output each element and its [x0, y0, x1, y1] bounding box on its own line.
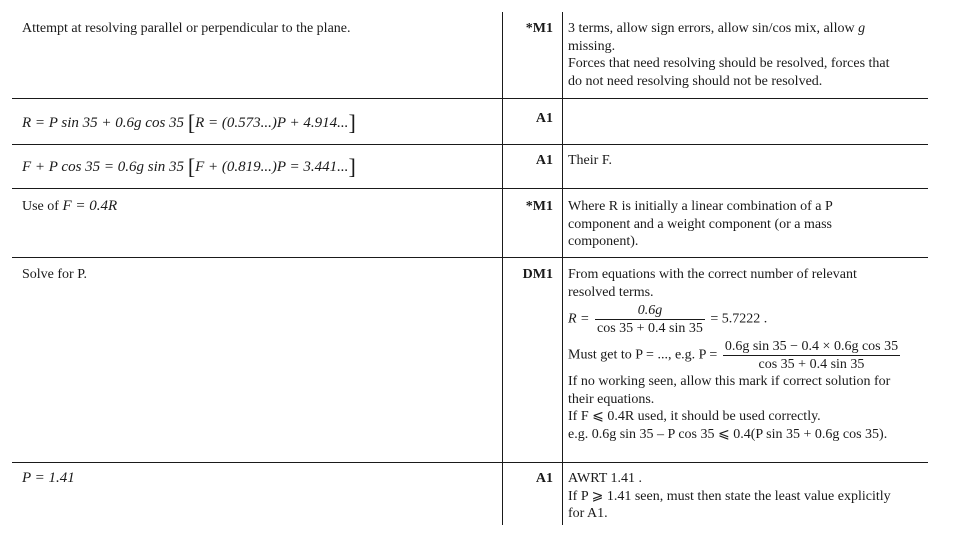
notes-line: Where R is initially a linear combination of a P: [568, 199, 833, 214]
notes-line: their equations.: [568, 391, 655, 407]
fraction: [595, 302, 705, 337]
row-divider: [12, 98, 928, 99]
formula-lhs: R =: [568, 311, 590, 327]
bracket-close: ]: [348, 110, 356, 135]
method-bracket-equation: R = (0.573...)P + 4.914...: [195, 115, 349, 131]
fraction: [723, 338, 900, 373]
notes-line: If P ⩾ 1.41 seen, must then state the least value explicitly: [568, 488, 891, 504]
mark-cell: DM1: [522, 267, 553, 282]
method-text: Solve for P.: [22, 267, 87, 282]
notes-line: 3 terms, allow sign errors, allow sin/cos mix, allow: [568, 21, 859, 36]
method-equation: F = 0.4R: [62, 198, 118, 214]
notes-line: AWRT 1.41 .: [568, 471, 642, 486]
formula-rhs: = 5.7222 .: [710, 311, 768, 327]
method-text: Attempt at resolving parallel or perpendicular to the plane.: [22, 21, 351, 36]
notes-line: resolved terms.: [568, 284, 654, 300]
method-cell: [22, 112, 492, 133]
notes-line: component).: [568, 234, 639, 249]
bracket-close: ]: [348, 154, 356, 179]
mark-cell: A1: [535, 153, 553, 168]
column-divider-mark: [562, 12, 563, 525]
notes-line: If F ⩽ 0.4R used, it should be used correctly.: [568, 409, 821, 424]
column-divider-method: [502, 12, 503, 525]
method-cell: [22, 266, 492, 284]
method-equation: P = 1.41: [22, 470, 75, 486]
formula-row: [568, 338, 928, 373]
bracket-open: [: [187, 154, 196, 179]
notes-line: Forces that need resolving should be resolved, forces that: [568, 56, 890, 71]
fraction-denominator: cos 35 + 0.4 sin 35: [597, 321, 703, 336]
notes-cell: [568, 266, 928, 443]
method-cell: [22, 20, 492, 38]
notes-line: Their F.: [568, 153, 612, 168]
notes-line: component and a weight component (or a mass: [568, 216, 832, 232]
fraction-denominator: cos 35 + 0.4 sin 35: [723, 355, 900, 373]
row-divider: [12, 257, 928, 258]
notes-cell: [568, 198, 928, 251]
method-equation: F + P cos 35 = 0.6g sin 35: [22, 159, 185, 175]
method-text: Use of: [22, 199, 63, 214]
notes-line: for A1.: [568, 506, 608, 521]
notes-cell: [568, 20, 928, 90]
notes-line: If no working seen, allow this mark if correct solution for: [568, 374, 891, 389]
mark-cell: A1: [535, 471, 553, 486]
formula-lhs: Must get to P = ..., e.g. P =: [568, 347, 718, 363]
fraction-numerator: 0.6g: [637, 303, 663, 318]
row-divider: [12, 188, 928, 189]
fraction-numerator: 0.6g sin 35 − 0.4 × 0.6g cos 35: [724, 339, 899, 354]
notes-cell: [568, 470, 928, 523]
notes-cell: [568, 152, 928, 170]
method-bracket-equation: F + (0.819...)P = 3.441...: [195, 159, 349, 175]
formula-row: [568, 302, 928, 337]
notes-line: From equations with the correct number of relevant: [568, 267, 857, 282]
mark-cell: A1: [535, 111, 553, 126]
bracket-open: [: [187, 110, 196, 135]
method-cell: [22, 470, 492, 488]
notes-line: e.g. 0.6g sin 35 – P cos 35 ⩽ 0.4(P sin 35 + 0.6g cos 35).: [568, 426, 888, 442]
notes-line: do not need resolving should not be resolved.: [568, 73, 823, 89]
method-cell: [22, 198, 492, 216]
mark-cell: *M1: [525, 199, 553, 214]
row-divider: [12, 462, 928, 463]
method-equation: R = P sin 35 + 0.6g cos 35: [22, 115, 185, 131]
row-divider: [12, 144, 928, 145]
mark-cell: *M1: [525, 21, 553, 36]
notes-var: g: [858, 21, 866, 36]
method-cell: [22, 156, 492, 177]
notes-line: missing.: [568, 38, 616, 54]
